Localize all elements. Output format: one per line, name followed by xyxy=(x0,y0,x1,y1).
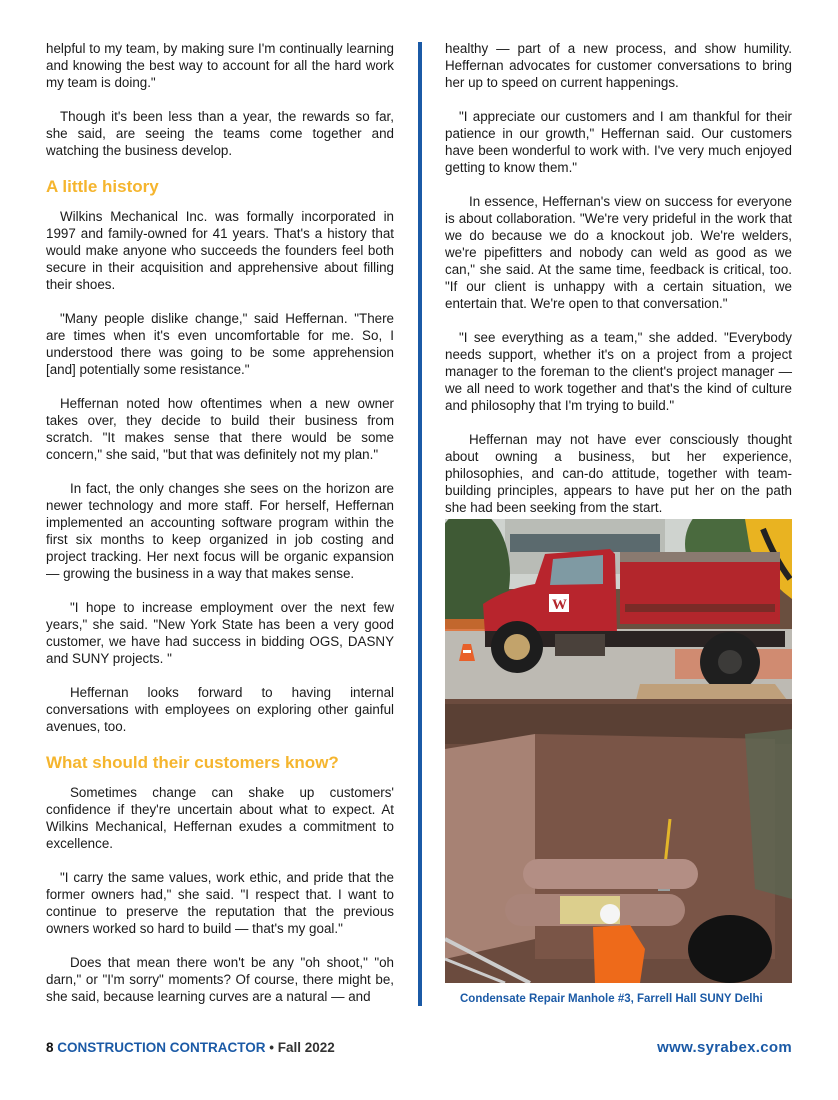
photo-caption: Condensate Repair Manhole #3, Farrell Hall SUNY Delhi xyxy=(460,993,763,1005)
section-heading-history: A little history xyxy=(46,177,159,196)
column-divider xyxy=(418,42,422,1006)
website-link[interactable]: www.syrabex.com xyxy=(657,1039,792,1056)
paragraph: Does that mean there won't be any "oh shoot," "oh darn," or "I'm sorry" moments? Of course, there might be, she said, because learning curves are a natural — and xyxy=(46,955,394,1004)
svg-text:W: W xyxy=(552,597,567,613)
paragraph: Sometimes change can shake up customers' confidence if they're uncertain about what to expect. At Wilkins Mechanical, Heffernan exudes a commitment to excellence. xyxy=(46,785,394,851)
paragraph: Heffernan may not have ever consciously thought about owning a business, but her experience, philosophies, and can-do attitude, together with team-building principles, appears to have put her on the path she had been seeking from the start. xyxy=(445,432,792,515)
footer-separator: • xyxy=(265,1040,278,1055)
paragraph: In essence, Heffernan's view on success for everyone is about collaboration. "We're very prideful in the work that we do because we do a knockout job. We're welders, we're pipefitters and nobody can weld as good as we can," she said. At the same time, feedback is critical, too. "If our client is unhappy with a certain situation, we entertain that. We're open to that conversation." xyxy=(445,194,792,311)
paragraph: healthy — part of a new process, and show humility. Heffernan advocates for customer conversations to bring her up to speed on current happenings. xyxy=(445,41,792,90)
issue-date: Fall 2022 xyxy=(277,1040,335,1055)
paragraph: helpful to my team, by making sure I'm continually learning and knowing the best way to account for all the hard work my team is doing." xyxy=(46,41,394,90)
right-column xyxy=(445,40,792,533)
paragraph: Heffernan looks forward to having internal conversations with employees on exploring other gainful avenues, too. xyxy=(46,685,394,734)
paragraph: Though it's been less than a year, the rewards so far, she said, are seeing the teams come together and watching the business develop. xyxy=(46,109,394,158)
paragraph: "Many people dislike change," said Heffernan. "There are times when it's even uncomfortable for me. So, I understood there was going to be some apprehension [and] potentially some resistance." xyxy=(46,311,394,377)
paragraph: "I hope to increase employment over the next few years," she said. "New York State has been a very good customer, we have had success in bidding OGS, DASNY and SUNY projects. " xyxy=(46,600,394,666)
section-heading-customers: What should their customers know? xyxy=(46,753,339,772)
publication-name: CONSTRUCTION CONTRACTOR xyxy=(57,1040,266,1055)
truck-manhole-photo-icon xyxy=(445,519,792,983)
paragraph: Heffernan noted how oftentimes when a new owner takes over, they decide to build their business from scratch. "It makes sense that there would be some concern," she said, "but that was definitely not my plan." xyxy=(46,396,394,462)
article-photo xyxy=(445,519,792,983)
page-number: 8 xyxy=(46,1040,54,1055)
paragraph: In fact, the only changes she sees on the horizon are newer technology and more staff. For herself, Heffernan implemented an accounting software program within the first six months to keep organized in job costing and project tracking. Her next focus will be organic expansion — growing the business in a way that makes sense. xyxy=(46,481,394,581)
footer-publication-info xyxy=(46,1040,335,1055)
paragraph: "I appreciate our customers and I am thankful for their patience in our growth," Heffernan said. Our customers have been wonderful to work with. I've very much enjoyed getting to know them." xyxy=(445,109,792,175)
paragraph: Wilkins Mechanical Inc. was formally incorporated in 1997 and family-owned for 41 years. That's a history that would make anyone who succeeds the founders feel both secure in their acquisition and apprehensive about filling their shoes. xyxy=(46,209,394,292)
left-column xyxy=(46,40,394,1022)
paragraph: "I carry the same values, work ethic, and pride that the former owners had," she said. "I respect that. I want to continue to preserve the reputation that the previous owners worked so hard to build — that's my goal." xyxy=(46,870,394,936)
paragraph: "I see everything as a team," she added. "Everybody needs support, whether it's on a project from a project manager to the foreman to the client's project manager — we all need to work together and that's the kind of culture and philosophy that I'm trying to build." xyxy=(445,330,792,413)
